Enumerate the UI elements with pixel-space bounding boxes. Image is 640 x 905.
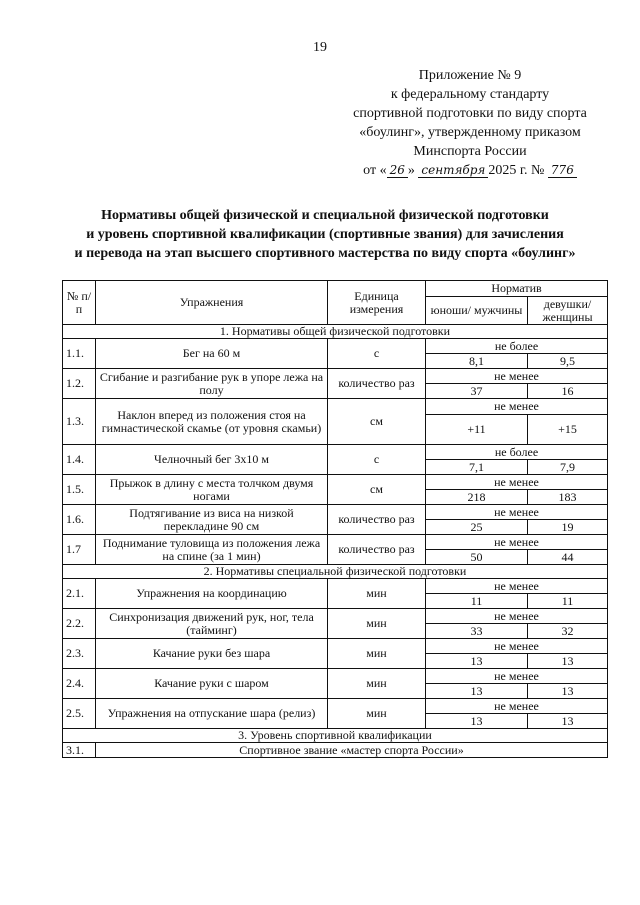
exercise-name: Бег на 60 м (96, 339, 328, 369)
header-exercise: Упражнения (96, 281, 328, 325)
norms-table (62, 280, 608, 758)
table-row (63, 535, 608, 550)
male-value: 50 (426, 550, 528, 565)
norm-condition: не менее (426, 505, 608, 520)
row-number: 1.3. (63, 399, 96, 445)
norm-condition: не более (426, 445, 608, 460)
norm-condition: не менее (426, 639, 608, 654)
exercise-name: Качание руки с шаром (96, 669, 328, 699)
row-number: 1.1. (63, 339, 96, 369)
row-number: 1.5. (63, 475, 96, 505)
female-value: 13 (528, 714, 608, 729)
unit: мин (328, 639, 426, 669)
male-value: 8,1 (426, 354, 528, 369)
female-value: 13 (528, 684, 608, 699)
exercise-name: Прыжок в длину с места толчком двумя ногами (96, 475, 328, 505)
row-number: 1.7 (63, 535, 96, 565)
section-title: 1. Нормативы общей физической подготовки (63, 325, 608, 339)
male-value: 37 (426, 384, 528, 399)
exercise-name: Сгибание и разгибание рук в упоре лежа на полу (96, 369, 328, 399)
norm-condition: не менее (426, 399, 608, 415)
male-value: 33 (426, 624, 528, 639)
header-male: юноши/ мужчины (426, 297, 528, 325)
unit: количество раз (328, 369, 426, 399)
row-number: 2.2. (63, 609, 96, 639)
table-row (63, 579, 608, 594)
unit: с (328, 339, 426, 369)
exercise-name: Упражнения на отпускание шара (релиз) (96, 699, 328, 729)
female-value: 13 (528, 654, 608, 669)
norm-condition: не менее (426, 579, 608, 594)
table-row (63, 639, 608, 654)
table-row (63, 475, 608, 490)
exercise-name: Подтягивание из виса на низкой перекладине 90 см (96, 505, 328, 535)
female-value: +15 (528, 415, 608, 445)
page-number: 19 (313, 40, 327, 55)
appendix-line: Приложение № 9 (418, 68, 522, 83)
male-value: 218 (426, 490, 528, 505)
female-value: 19 (528, 520, 608, 535)
exercise-name: Челночный бег 3х10 м (96, 445, 328, 475)
unit: количество раз (328, 505, 426, 535)
row-number: 1.4. (63, 445, 96, 475)
row-number: 2.4. (63, 669, 96, 699)
appendix-line: «боулинг», утвержденному приказом (359, 125, 581, 140)
header-norm: Норматив (426, 281, 608, 297)
table-row (63, 369, 608, 384)
unit: с (328, 445, 426, 475)
handwritten-month: сентября (418, 163, 488, 178)
table-row (63, 505, 608, 520)
female-value: 11 (528, 594, 608, 609)
male-value: 7,1 (426, 460, 528, 475)
norm-condition: не менее (426, 699, 608, 714)
female-value: 7,9 (528, 460, 608, 475)
male-value: 11 (426, 594, 528, 609)
unit: мин (328, 609, 426, 639)
header-female: девушки/ женщины (528, 297, 608, 325)
male-value: 13 (426, 714, 528, 729)
appendix-block (330, 66, 610, 180)
document-title: Нормативы общей физической и специальной физической подготовки и уровень спортивной квалификации (спортивные звания) для зачисления и перевода на этап высшего спортивного мастерства по виду спорта «боулинг» (74, 208, 576, 261)
norm-condition: не менее (426, 609, 608, 624)
row-number: 3.1. (63, 743, 96, 758)
table-row (63, 399, 608, 415)
unit: количество раз (328, 535, 426, 565)
unit: мин (328, 579, 426, 609)
table-row (63, 445, 608, 460)
exercise-name: Качание руки без шара (96, 639, 328, 669)
female-value: 183 (528, 490, 608, 505)
norm-condition: не менее (426, 535, 608, 550)
table-row (63, 339, 608, 354)
unit: мин (328, 699, 426, 729)
appendix-line: спортивной подготовки по виду спорта (353, 106, 587, 121)
male-value: 25 (426, 520, 528, 535)
norm-condition: не менее (426, 369, 608, 384)
table-row (63, 699, 608, 714)
female-value: 32 (528, 624, 608, 639)
female-value: 9,5 (528, 354, 608, 369)
norm-condition: не более (426, 339, 608, 354)
exercise-name: Синхронизация движений рук, ног, тела (тайминг) (96, 609, 328, 639)
unit: мин (328, 669, 426, 699)
row-number: 2.3. (63, 639, 96, 669)
unit: см (328, 475, 426, 505)
row-number: 2.1. (63, 579, 96, 609)
exercise-name: Поднимание туловища из положения лежа на спине (за 1 мин) (96, 535, 328, 565)
table-row (63, 669, 608, 684)
section-title: 2. Нормативы специальной физической подготовки (63, 565, 608, 579)
table-row (63, 609, 608, 624)
male-value: 13 (426, 654, 528, 669)
header-unit: Единица измерения (328, 281, 426, 325)
row-number: 1.6. (63, 505, 96, 535)
order-date-line: от « 26 » сентября 2025 г. № 776 (330, 161, 610, 180)
appendix-line: к федеральному стандарту (390, 87, 550, 102)
norm-condition: не менее (426, 669, 608, 684)
header-num: № п/п (63, 281, 96, 325)
male-value: +11 (426, 415, 528, 445)
male-value: 13 (426, 684, 528, 699)
exercise-name: Наклон вперед из положения стоя на гимнастической скамье (от уровня скамьи) (96, 399, 328, 445)
female-value: 16 (528, 384, 608, 399)
norm-condition: не менее (426, 475, 608, 490)
handwritten-day: 26 (387, 163, 408, 178)
row-number: 1.2. (63, 369, 96, 399)
female-value: 44 (528, 550, 608, 565)
qualification-text: Спортивное звание «мастер спорта России» (96, 743, 608, 758)
handwritten-order-number: 776 (548, 163, 577, 178)
appendix-line: Минспорта России (413, 144, 527, 159)
unit: см (328, 399, 426, 445)
section-title: 3. Уровень спортивной квалификации (63, 729, 608, 743)
exercise-name: Упражнения на координацию (96, 579, 328, 609)
row-number: 2.5. (63, 699, 96, 729)
